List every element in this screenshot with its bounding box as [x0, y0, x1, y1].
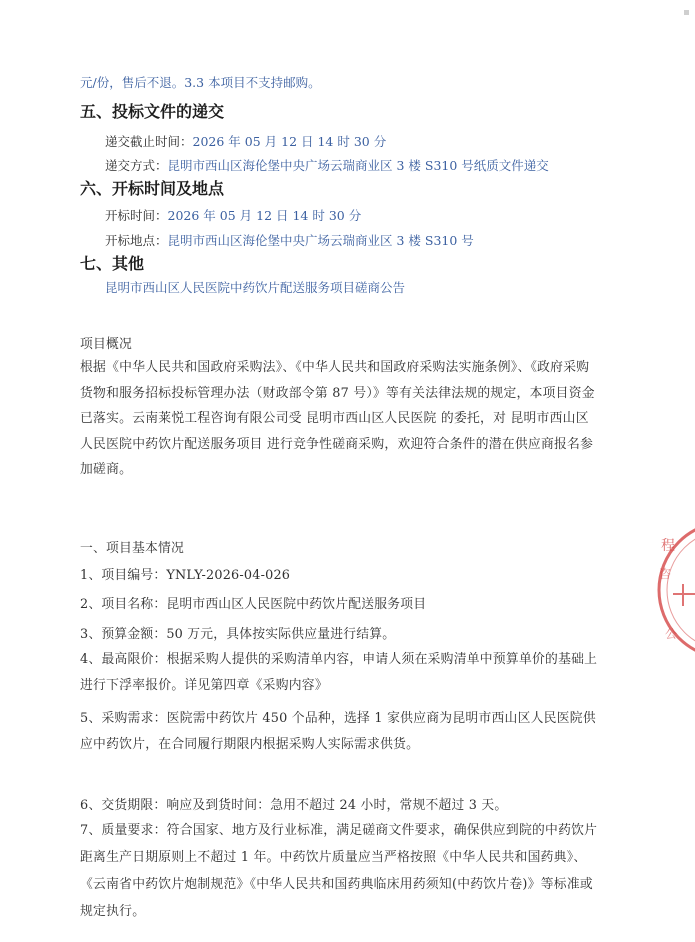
- basic-heading: 一、项目基本情况: [80, 541, 184, 556]
- basic-item-3: 3、预算金额：50 万元，具体按实际供应量进行结算。: [80, 627, 396, 642]
- overview-heading: 项目概况: [80, 337, 132, 352]
- basic-item-6: 6、交货期限：响应及到货时间：急用不超过 24 小时，常规不超过 3 天。: [80, 798, 508, 813]
- open-place-value: 昆明市西山区海伦堡中央广场云瑞商业区 3 楼 S310 号: [167, 233, 474, 248]
- open-time-row: [105, 205, 361, 224]
- seal-stamp: [655, 510, 695, 670]
- lead-text: 元/份，售后不退。3.3 本项目不支持邮购。: [80, 75, 321, 90]
- deadline-label: 递交截止时间：: [105, 134, 193, 149]
- deadline-row: [105, 131, 386, 150]
- section-7-subtitle: 昆明市西山区人民医院中药饮片配送服务项目磋商公告: [105, 280, 406, 295]
- basic-item-5: 5、采购需求：医院需中药饮片 450 个品种，选择 1 家供应商为昆明市西山区人民医院供应中药饮片，在合同履行期限内根据采购人实际需求供货。: [80, 711, 596, 752]
- method-row: [105, 155, 549, 174]
- basic-item-7: 7、质量要求：符合国家、地方及行业标准，满足磋商文件要求，确保供应到院的中药饮片距离生产日期原则上不超过 1 年。中药饮片质量应当严格按照《中华人民共和国药典》、《云南省中药饮片炮制规范》《中华人民共和国药典临床用药须知(中药饮片卷)》等标准或规定执行。: [80, 823, 598, 919]
- section-7-title: 七、其他: [80, 254, 145, 273]
- section-5-title: 五、投标文件的递交: [80, 102, 225, 121]
- basic-item-1: 1、项目编号：YNLY-2026-04-026: [80, 568, 291, 583]
- svg-text:公: 公: [665, 627, 678, 641]
- basic-item-2: 2、项目名称：昆明市西山区人民医院中药饮片配送服务项目: [80, 597, 427, 612]
- open-place-row: [105, 230, 474, 249]
- section-6-title: 六、开标时间及地点: [80, 179, 225, 198]
- basic-item-4: 4、最高限价：根据采购人提供的采购清单内容，申请人须在采购清单中预算单价的基础上进行下浮率报价。详见第四章《采购内容》: [80, 652, 598, 693]
- open-time-value: 2026 年 05 月 12 日 14 时 30 分: [167, 208, 362, 223]
- method-value: 昆明市西山区海伦堡中央广场云瑞商业区 3 楼 S310 号纸质文件递交: [167, 158, 549, 173]
- open-time-label: 开标时间：: [105, 208, 168, 223]
- scan-mark: [684, 10, 689, 15]
- overview-paragraph: 根据《中华人民共和国政府采购法》、《中华人民共和国政府采购法实施条例》、《政府采购货物和服务招标投标管理办法（财政部令第 87 号）》等有关法律法规的规定，本项目资金已落实。云南莱悦工程咨询有限公司受 昆明市西山区人民医院 的委托，对 昆明市西山区人民医院中药饮片配送服务项目 进行竞争性磋商采购，欢迎符合条件的潜在供应商报名参加磋商。: [80, 360, 595, 478]
- open-place-label: 开标地点：: [105, 233, 168, 248]
- svg-text:程: 程: [661, 538, 675, 554]
- method-label: 递交方式：: [105, 158, 168, 173]
- svg-text:咨: 咨: [659, 567, 672, 581]
- deadline-value: 2026 年 05 月 12 日 14 时 30 分: [192, 134, 387, 149]
